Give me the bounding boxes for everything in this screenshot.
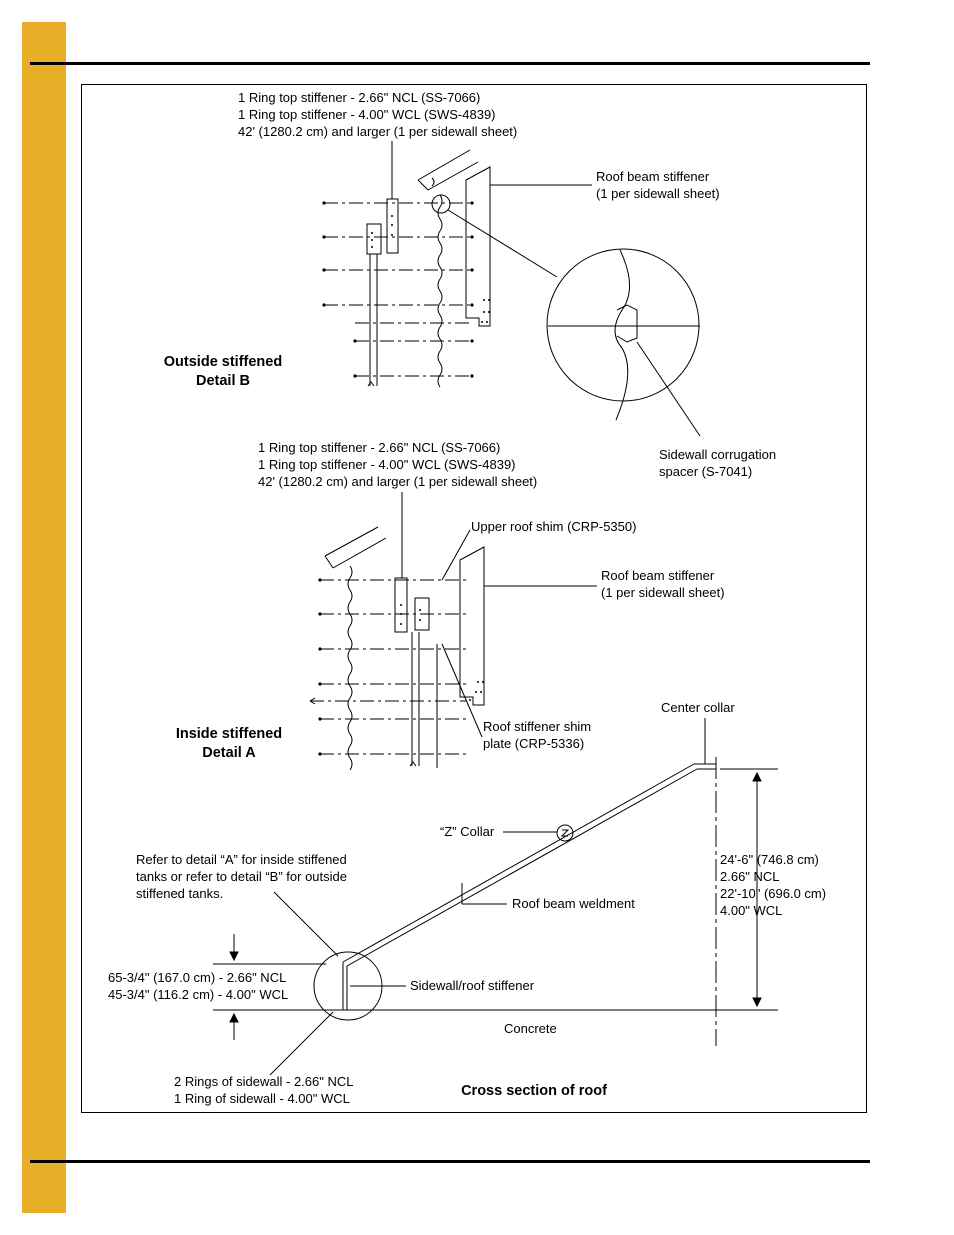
label-line: Concrete (504, 1021, 557, 1036)
label-line: Sidewall/roof stiffener (410, 978, 535, 993)
label-line: 45-3/4" (116.2 cm) - 4.00" WCL (108, 987, 289, 1002)
detail-b-title (152, 353, 294, 391)
detail-b-top-stiffener-label (238, 89, 517, 140)
label-line: 65-3/4" (167.0 cm) - 2.66" NCL (108, 970, 287, 985)
label-line: 1 Ring of sidewall - 4.00" WCL (174, 1091, 350, 1106)
detail-a-upper-roof-shim-label (471, 518, 636, 535)
label-line: Roof stiffener shim (483, 719, 592, 734)
label-line: Sidewall corrugation (659, 447, 777, 462)
label-line: 4.00" WCL (720, 903, 783, 918)
label-line: 2.66" NCL (720, 869, 780, 884)
label-line: 22'-10" (696.0 cm) (720, 886, 827, 901)
title-line: Detail A (202, 745, 256, 761)
concrete-label (504, 1020, 557, 1037)
label-line: Roof beam stiffener (596, 169, 710, 184)
label-line: (1 per sidewall sheet) (601, 585, 725, 600)
height-dimension-label (720, 851, 826, 919)
label-line: 1 Ring top stiffener - 4.00" WCL (SWS-4839) (238, 107, 496, 122)
label-line: 24'-6" (746.8 cm) (720, 852, 819, 867)
z-collar-label (440, 823, 494, 840)
title-line: Outside stiffened (163, 354, 283, 370)
title-line: Cross section of roof (461, 1083, 607, 1099)
center-collar-label (661, 699, 735, 716)
detail-a-title (162, 725, 296, 763)
label-line: 1 Ring top stiffener - 2.66" NCL (SS-7066) (258, 440, 501, 455)
detail-a-shim-plate-label (483, 718, 591, 752)
detail-a-top-stiffener-label (258, 439, 537, 490)
label-line: 42' (1280.2 cm) and larger (1 per sidewall sheet) (238, 124, 518, 139)
refer-detail-label (136, 851, 347, 902)
cross-section-title (448, 1082, 620, 1101)
label-line: tanks or refer to detail “B” for outside (136, 869, 347, 884)
eave-dimension-label (108, 969, 288, 1003)
label-line: plate (CRP-5336) (483, 736, 585, 751)
sidewall-rings-label (174, 1073, 353, 1107)
label-line: Refer to detail “A” for inside stiffened (136, 852, 347, 867)
label-line: 1 Ring top stiffener - 2.66" NCL (SS-7066) (238, 90, 481, 105)
label-line: Upper roof shim (CRP-5350) (471, 519, 637, 534)
label-line: 1 Ring top stiffener - 4.00" WCL (SWS-4839) (258, 457, 516, 472)
label-line: Roof beam stiffener (601, 568, 715, 583)
label-line: 42' (1280.2 cm) and larger (1 per sidewall sheet) (258, 474, 538, 489)
detail-b-roof-beam-stiffener-label (596, 168, 720, 202)
title-line: Detail B (196, 373, 250, 389)
detail-a-roof-beam-stiffener-label (601, 567, 725, 601)
sidewall-roof-stiffener-label (410, 977, 534, 994)
label-line: Center collar (661, 700, 735, 715)
label-line: 2 Rings of sidewall - 2.66" NCL (174, 1074, 354, 1089)
title-line: Inside stiffened (175, 726, 283, 742)
label-line: Roof beam weldment (512, 896, 635, 911)
detail-b-corrugation-spacer-label (659, 446, 776, 480)
label-line: spacer (S-7041) (659, 464, 753, 479)
label-line: stiffened tanks. (136, 886, 224, 901)
label-line: (1 per sidewall sheet) (596, 186, 720, 201)
roof-beam-weldment-label (512, 895, 635, 912)
label-line: “Z” Collar (440, 824, 495, 839)
